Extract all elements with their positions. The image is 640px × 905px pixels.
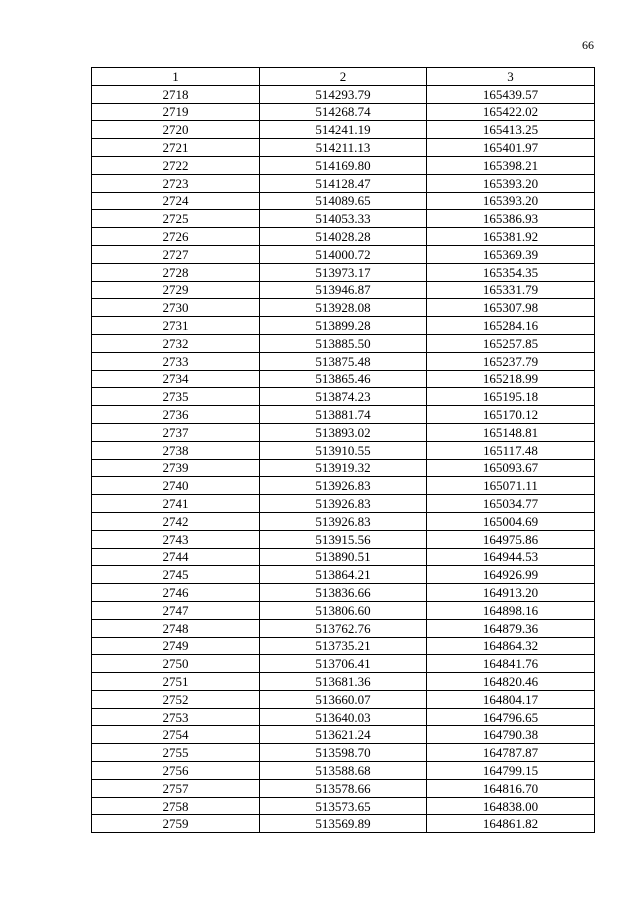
point-number-cell: 2735: [92, 388, 260, 406]
point-number-cell: 2742: [92, 512, 260, 530]
y-coordinate-cell: 165422.02: [427, 103, 595, 121]
y-coordinate-cell: 164944.53: [427, 548, 595, 566]
point-number-cell: 2729: [92, 281, 260, 299]
x-coordinate-cell: 513660.07: [260, 690, 427, 708]
table-row: [92, 655, 595, 673]
point-number-cell: 2719: [92, 103, 260, 121]
point-number-cell: 2744: [92, 548, 260, 566]
x-coordinate-cell: 514211.13: [260, 139, 427, 157]
y-coordinate-cell: 165393.20: [427, 174, 595, 192]
column-header-3: 3: [427, 68, 595, 86]
x-coordinate-cell: 514028.28: [260, 228, 427, 246]
table-row: [92, 121, 595, 139]
x-coordinate-cell: 514000.72: [260, 245, 427, 263]
x-coordinate-cell: 513928.08: [260, 299, 427, 317]
table-row: [92, 423, 595, 441]
table-row: [92, 139, 595, 157]
point-number-cell: 2720: [92, 121, 260, 139]
point-number-cell: 2743: [92, 530, 260, 548]
table-row: [92, 584, 595, 602]
x-coordinate-cell: 513640.03: [260, 708, 427, 726]
x-coordinate-cell: 513578.66: [260, 779, 427, 797]
point-number-cell: 2724: [92, 192, 260, 210]
table-row: [92, 548, 595, 566]
point-number-cell: 2746: [92, 584, 260, 602]
point-number-cell: 2754: [92, 726, 260, 744]
point-number-cell: 2755: [92, 744, 260, 762]
y-coordinate-cell: 164861.82: [427, 815, 595, 833]
y-coordinate-cell: 164820.46: [427, 673, 595, 691]
y-coordinate-cell: 165257.85: [427, 334, 595, 352]
x-coordinate-cell: 513926.83: [260, 477, 427, 495]
x-coordinate-cell: 513621.24: [260, 726, 427, 744]
y-coordinate-cell: 165034.77: [427, 495, 595, 513]
point-number-cell: 2749: [92, 637, 260, 655]
table-row: [92, 690, 595, 708]
x-coordinate-cell: 513806.60: [260, 601, 427, 619]
point-number-cell: 2730: [92, 299, 260, 317]
table-row: [92, 210, 595, 228]
y-coordinate-cell: 164926.99: [427, 566, 595, 584]
y-coordinate-cell: 165170.12: [427, 406, 595, 424]
table-row: [92, 85, 595, 103]
x-coordinate-cell: 513973.17: [260, 263, 427, 281]
point-number-cell: 2728: [92, 263, 260, 281]
table-row: [92, 673, 595, 691]
y-coordinate-cell: 164804.17: [427, 690, 595, 708]
point-number-cell: 2721: [92, 139, 260, 157]
table-row: [92, 797, 595, 815]
point-number-cell: 2748: [92, 619, 260, 637]
y-coordinate-cell: 165117.48: [427, 441, 595, 459]
table-row: [92, 388, 595, 406]
x-coordinate-cell: 513865.46: [260, 370, 427, 388]
x-coordinate-cell: 514293.79: [260, 85, 427, 103]
x-coordinate-cell: 513915.56: [260, 530, 427, 548]
table-row: [92, 352, 595, 370]
point-number-cell: 2723: [92, 174, 260, 192]
point-number-cell: 2740: [92, 477, 260, 495]
y-coordinate-cell: 165307.98: [427, 299, 595, 317]
point-number-cell: 2753: [92, 708, 260, 726]
y-coordinate-cell: 165381.92: [427, 228, 595, 246]
y-coordinate-cell: 164975.86: [427, 530, 595, 548]
x-coordinate-cell: 513899.28: [260, 317, 427, 335]
y-coordinate-cell: 164879.36: [427, 619, 595, 637]
x-coordinate-cell: 513573.65: [260, 797, 427, 815]
table-row: [92, 228, 595, 246]
x-coordinate-cell: 513926.83: [260, 512, 427, 530]
table-row: [92, 192, 595, 210]
y-coordinate-cell: 165398.21: [427, 156, 595, 174]
table-row: [92, 495, 595, 513]
point-number-cell: 2758: [92, 797, 260, 815]
table-row: [92, 779, 595, 797]
column-header-2: 2: [260, 68, 427, 86]
point-number-cell: 2751: [92, 673, 260, 691]
point-number-cell: 2727: [92, 245, 260, 263]
point-number-cell: 2733: [92, 352, 260, 370]
table-row: [92, 815, 595, 833]
point-number-cell: 2756: [92, 762, 260, 780]
table-row: [92, 708, 595, 726]
table-row: [92, 726, 595, 744]
point-number-cell: 2745: [92, 566, 260, 584]
y-coordinate-cell: 165071.11: [427, 477, 595, 495]
x-coordinate-cell: 514053.33: [260, 210, 427, 228]
x-coordinate-cell: 513946.87: [260, 281, 427, 299]
y-coordinate-cell: 165004.69: [427, 512, 595, 530]
x-coordinate-cell: 513926.83: [260, 495, 427, 513]
y-coordinate-cell: 165331.79: [427, 281, 595, 299]
point-number-cell: 2741: [92, 495, 260, 513]
x-coordinate-cell: 513735.21: [260, 637, 427, 655]
table-row: [92, 601, 595, 619]
y-coordinate-cell: 165413.25: [427, 121, 595, 139]
point-number-cell: 2747: [92, 601, 260, 619]
table-row: [92, 406, 595, 424]
table-row: [92, 156, 595, 174]
point-number-cell: 2750: [92, 655, 260, 673]
column-header-1: 1: [92, 68, 260, 86]
x-coordinate-cell: 513706.41: [260, 655, 427, 673]
x-coordinate-cell: 513681.36: [260, 673, 427, 691]
y-coordinate-cell: 164816.70: [427, 779, 595, 797]
x-coordinate-cell: 513836.66: [260, 584, 427, 602]
x-coordinate-cell: 513919.32: [260, 459, 427, 477]
x-coordinate-cell: 514241.19: [260, 121, 427, 139]
table-row: [92, 762, 595, 780]
y-coordinate-cell: 164841.76: [427, 655, 595, 673]
y-coordinate-cell: 165439.57: [427, 85, 595, 103]
y-coordinate-cell: 164790.38: [427, 726, 595, 744]
y-coordinate-cell: 164913.20: [427, 584, 595, 602]
table-row: [92, 245, 595, 263]
x-coordinate-cell: 513875.48: [260, 352, 427, 370]
table-row: [92, 299, 595, 317]
y-coordinate-cell: 165237.79: [427, 352, 595, 370]
point-number-cell: 2759: [92, 815, 260, 833]
x-coordinate-cell: 514128.47: [260, 174, 427, 192]
point-number-cell: 2757: [92, 779, 260, 797]
point-number-cell: 2718: [92, 85, 260, 103]
point-number-cell: 2739: [92, 459, 260, 477]
table-row: [92, 103, 595, 121]
point-number-cell: 2731: [92, 317, 260, 335]
x-coordinate-cell: 513588.68: [260, 762, 427, 780]
x-coordinate-cell: 514169.80: [260, 156, 427, 174]
table-header-row: [92, 68, 595, 86]
point-number-cell: 2722: [92, 156, 260, 174]
x-coordinate-cell: 513893.02: [260, 423, 427, 441]
point-number-cell: 2737: [92, 423, 260, 441]
point-number-cell: 2734: [92, 370, 260, 388]
point-number-cell: 2732: [92, 334, 260, 352]
table-row: [92, 317, 595, 335]
table-row: [92, 566, 595, 584]
table-row: [92, 281, 595, 299]
table-body: [92, 85, 595, 832]
y-coordinate-cell: 165195.18: [427, 388, 595, 406]
x-coordinate-cell: 513864.21: [260, 566, 427, 584]
point-number-cell: 2725: [92, 210, 260, 228]
x-coordinate-cell: 513885.50: [260, 334, 427, 352]
y-coordinate-cell: 165401.97: [427, 139, 595, 157]
x-coordinate-cell: 514089.65: [260, 192, 427, 210]
table-row: [92, 512, 595, 530]
x-coordinate-cell: 513569.89: [260, 815, 427, 833]
x-coordinate-cell: 513890.51: [260, 548, 427, 566]
table-row: [92, 459, 595, 477]
table-row: [92, 744, 595, 762]
coordinates-table: [91, 67, 595, 833]
point-number-cell: 2752: [92, 690, 260, 708]
y-coordinate-cell: 165386.93: [427, 210, 595, 228]
table-row: [92, 477, 595, 495]
table-row: [92, 530, 595, 548]
y-coordinate-cell: 165393.20: [427, 192, 595, 210]
y-coordinate-cell: 165369.39: [427, 245, 595, 263]
x-coordinate-cell: 513874.23: [260, 388, 427, 406]
y-coordinate-cell: 165218.99: [427, 370, 595, 388]
y-coordinate-cell: 164787.87: [427, 744, 595, 762]
x-coordinate-cell: 513910.55: [260, 441, 427, 459]
y-coordinate-cell: 165148.81: [427, 423, 595, 441]
table-row: [92, 637, 595, 655]
table-row: [92, 619, 595, 637]
page-number: 66: [582, 38, 594, 52]
x-coordinate-cell: 514268.74: [260, 103, 427, 121]
x-coordinate-cell: 513598.70: [260, 744, 427, 762]
point-number-cell: 2726: [92, 228, 260, 246]
y-coordinate-cell: 164796.65: [427, 708, 595, 726]
y-coordinate-cell: 164838.00: [427, 797, 595, 815]
x-coordinate-cell: 513881.74: [260, 406, 427, 424]
y-coordinate-cell: 165093.67: [427, 459, 595, 477]
table-row: [92, 334, 595, 352]
table-row: [92, 441, 595, 459]
table-row: [92, 370, 595, 388]
y-coordinate-cell: 165284.16: [427, 317, 595, 335]
y-coordinate-cell: 164799.15: [427, 762, 595, 780]
x-coordinate-cell: 513762.76: [260, 619, 427, 637]
table-row: [92, 263, 595, 281]
y-coordinate-cell: 164864.32: [427, 637, 595, 655]
point-number-cell: 2736: [92, 406, 260, 424]
table-row: [92, 174, 595, 192]
y-coordinate-cell: 165354.35: [427, 263, 595, 281]
point-number-cell: 2738: [92, 441, 260, 459]
y-coordinate-cell: 164898.16: [427, 601, 595, 619]
